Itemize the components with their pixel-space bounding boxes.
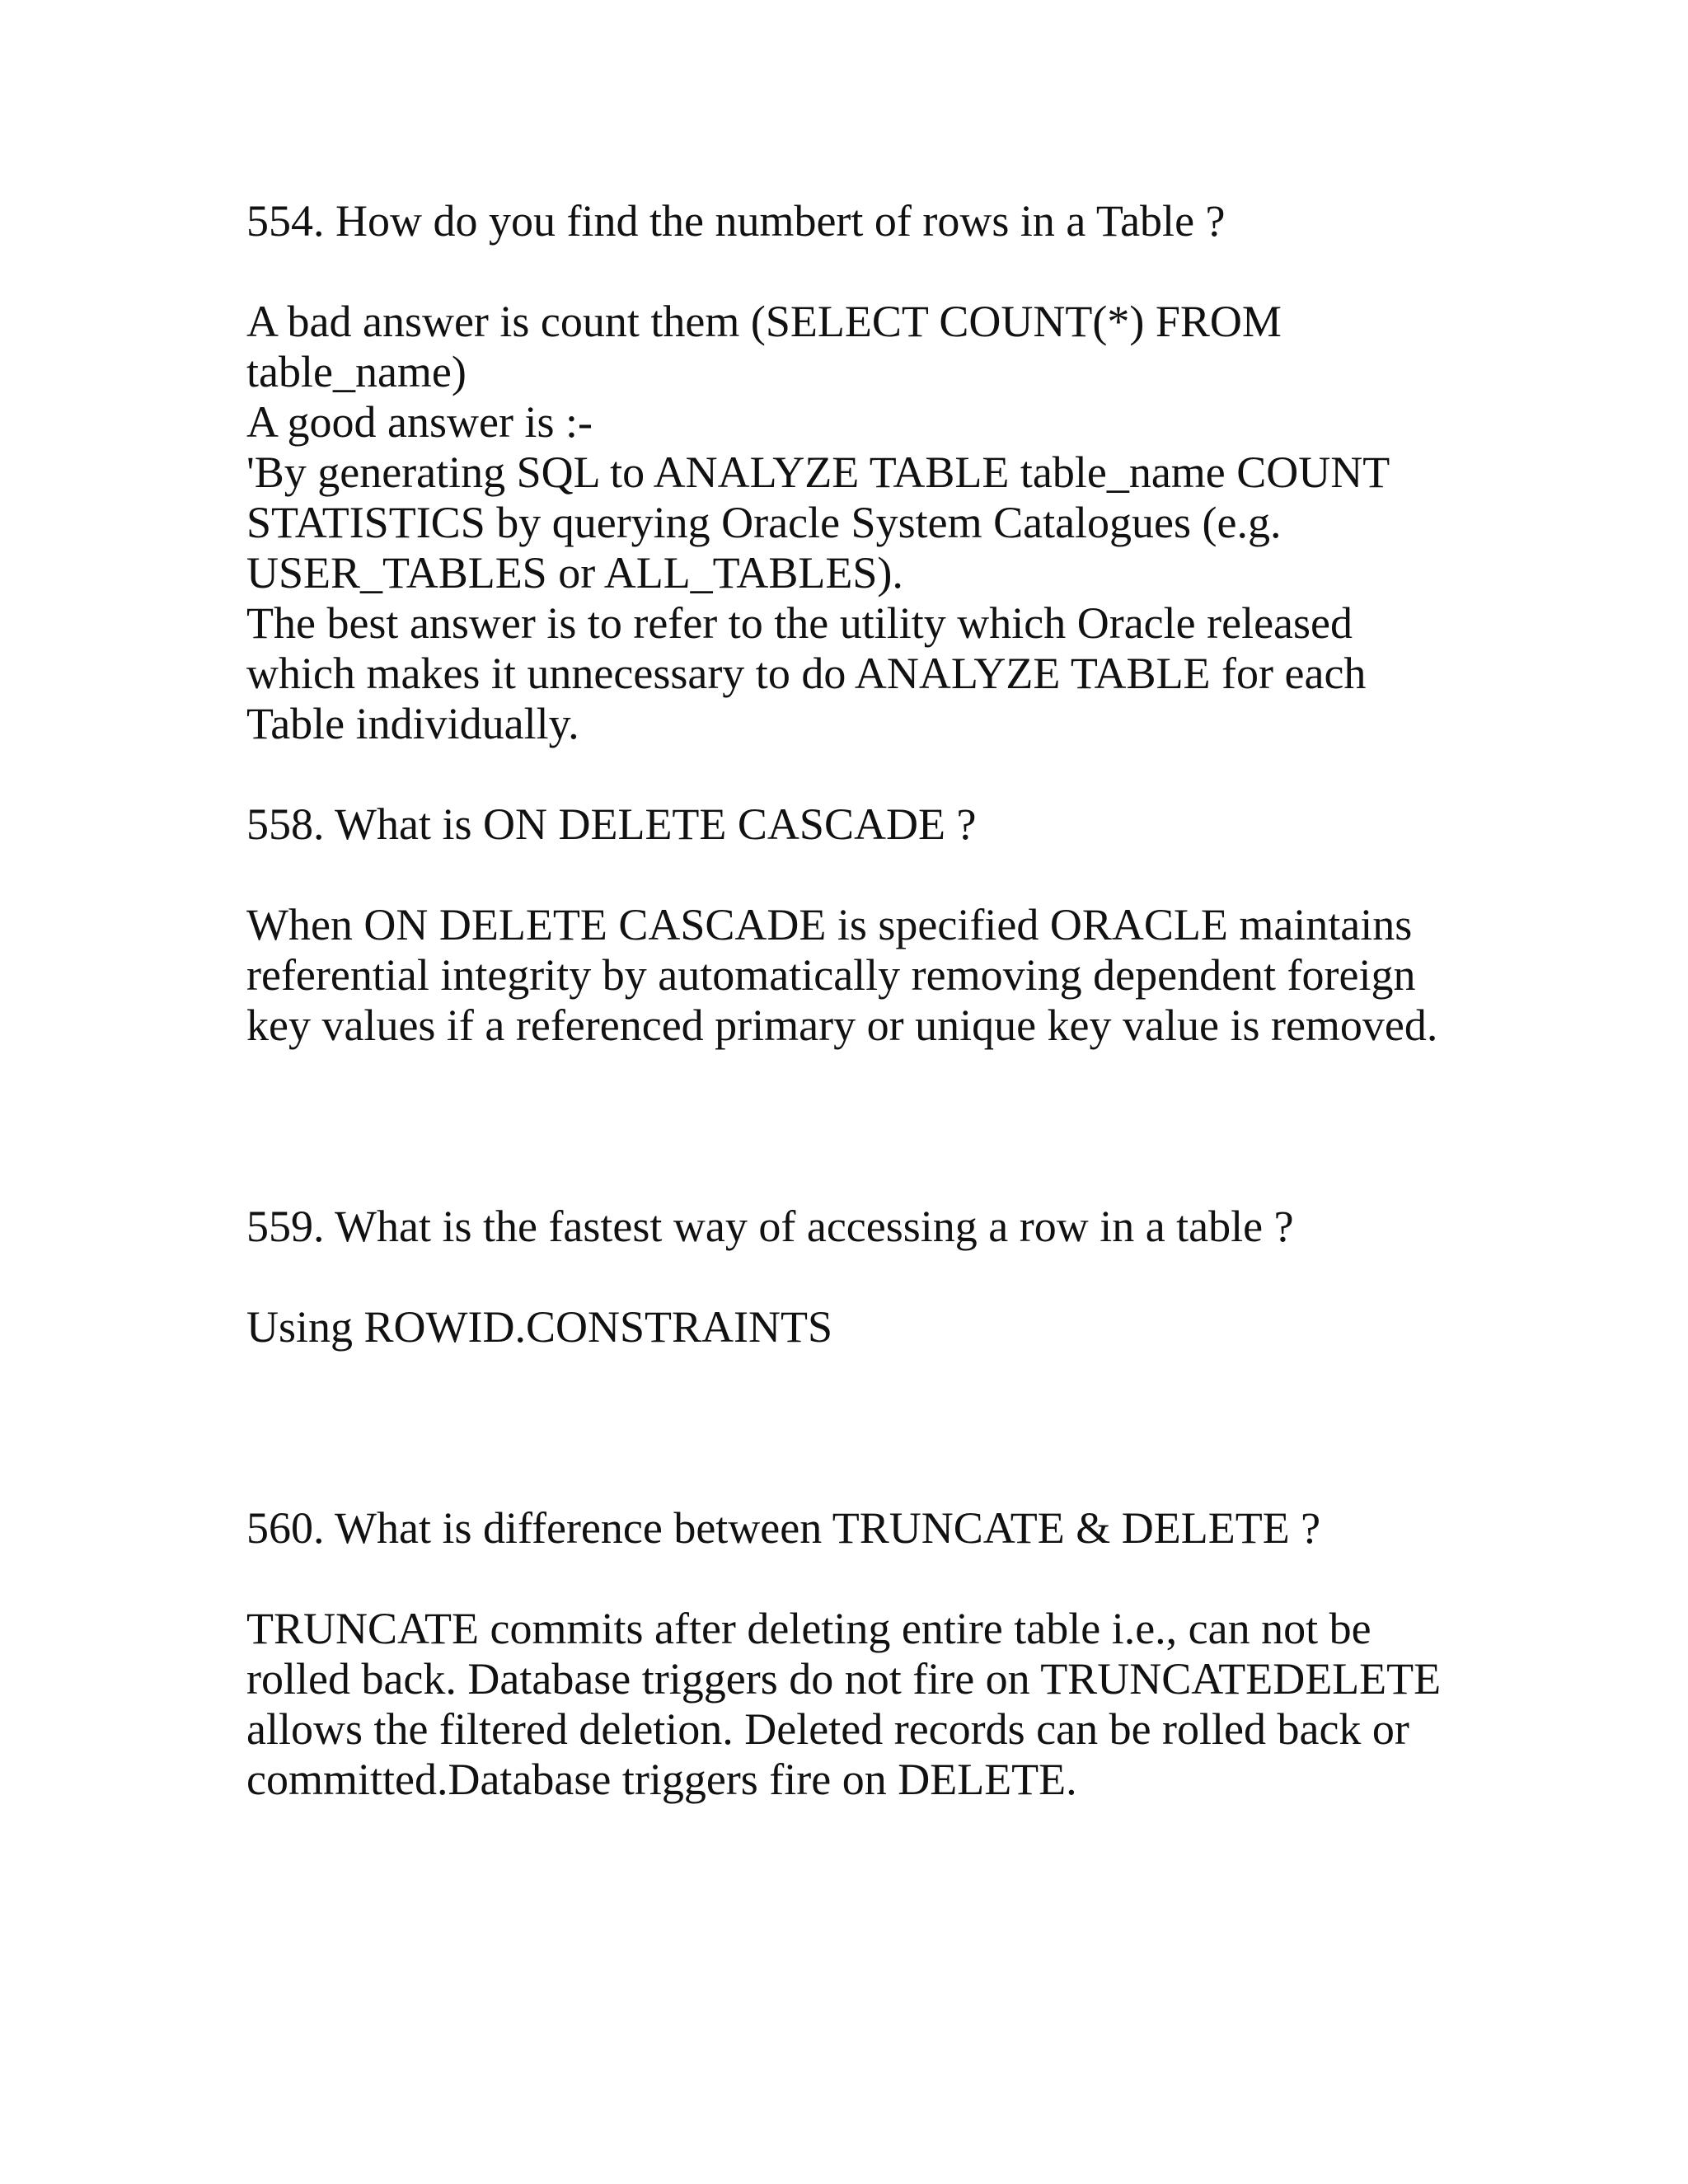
answer-554-line-7: The best answer is to refer to the utility which Oracle released	[246, 598, 1353, 648]
answer-558-line-2: referential integrity by automatically removing dependent foreign	[246, 950, 1416, 1000]
answer-558-line-1: When ON DELETE CASCADE is specified ORACLE maintains	[246, 900, 1413, 949]
answer-554-line-2: table_name)	[246, 347, 467, 396]
answer-560-line-2: rolled back. Database triggers do not fire on TRUNCATEDELETE	[246, 1654, 1442, 1704]
question-554: 554. How do you find the numbert of rows in a Table ?	[246, 196, 1226, 246]
answer-560-line-1: TRUNCATE commits after deleting entire table i.e., can not be	[246, 1604, 1372, 1653]
document-body	[246, 196, 1466, 1805]
answer-559-line-1: Using ROWID.CONSTRAINTS	[246, 1302, 833, 1352]
answer-554-line-8: which makes it unnecessary to do ANALYZE TABLE for each	[246, 649, 1367, 698]
answer-560-line-3: allows the filtered deletion. Deleted records can be rolled back or	[246, 1704, 1409, 1754]
answer-554-line-5: STATISTICS by querying Oracle System Catalogues (e.g.	[246, 498, 1282, 547]
answer-554-line-3: A good answer is :-	[246, 397, 593, 447]
answer-554-line-6: USER_TABLES or ALL_TABLES).	[246, 548, 903, 598]
answer-558-line-3: key values if a referenced primary or unique key value is removed.	[246, 1001, 1438, 1050]
answer-554-line-9: Table individually.	[246, 699, 579, 748]
answer-554-line-1: A bad answer is count them (SELECT COUNT(*) FROM	[246, 297, 1282, 346]
question-560: 560. What is difference between TRUNCATE & DELETE ?	[246, 1503, 1321, 1553]
question-558: 558. What is ON DELETE CASCADE ?	[246, 799, 977, 849]
answer-560-line-4: committed.Database triggers fire on DELETE.	[246, 1755, 1077, 1804]
question-559: 559. What is the fastest way of accessing a row in a table ?	[246, 1202, 1294, 1251]
answer-554-line-4: 'By generating SQL to ANALYZE TABLE table_name COUNT	[246, 448, 1390, 497]
